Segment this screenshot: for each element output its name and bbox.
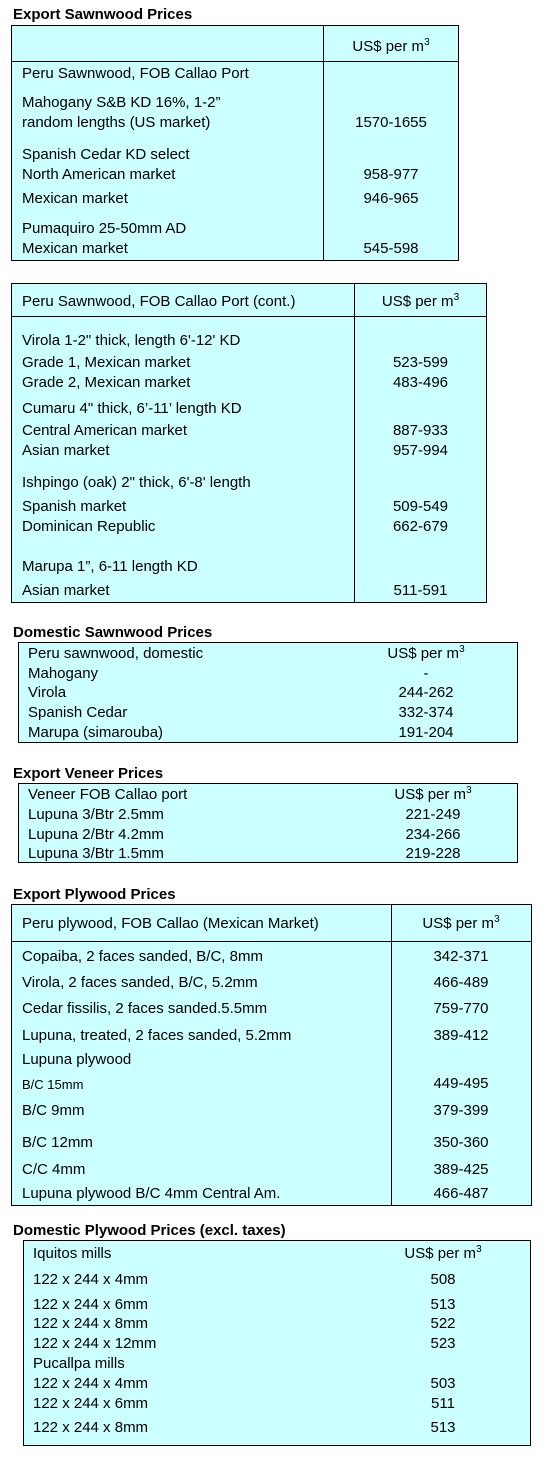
table-row-value: 887-933 <box>392 422 449 439</box>
table-header-label: Veneer FOB Callao port <box>28 786 188 803</box>
table-row-value: 219-228 <box>405 845 461 862</box>
table-row-value: 342-371 <box>433 948 489 965</box>
domestic-plywood-heading: Domestic Plywood Prices (excl. taxes) <box>13 1222 286 1239</box>
table-row-value: 466-489 <box>433 974 489 991</box>
table-row-value: 332-374 <box>398 704 454 721</box>
table-row-label: Ishpingo (oak) 2" thick, 6'-8' length <box>22 474 251 491</box>
table-row-value: 946-965 <box>363 190 419 207</box>
table-row-value: 513 <box>430 1419 456 1436</box>
table-row-label: Virola, 2 faces sanded, B/C, 5.2mm <box>22 974 258 991</box>
table-row-label: Mexican market <box>22 190 128 207</box>
unit-header: US$ per $m^3$ <box>387 644 465 662</box>
table-row-label: Cumaru 4" thick, 6’-11’ length KD <box>22 400 242 417</box>
table-header-label: Iquitos mills <box>33 1245 112 1262</box>
table-row-label: 122 x 244 x 8mm <box>33 1315 149 1332</box>
table-row-label: Spanish market <box>22 498 127 515</box>
table-row-label: Spanish Cedar <box>28 704 128 721</box>
table-row-value: 350-360 <box>433 1134 489 1151</box>
table-row-label: Virola <box>28 684 67 701</box>
table-row-value: 958-977 <box>363 166 419 183</box>
table-row-label: Peru Sawnwood, FOB Callao Port <box>22 65 249 82</box>
table-row-label: Dominican Republic <box>22 518 156 535</box>
table-row-label: Lupuna, treated, 2 faces sanded, 5.2mm <box>22 1027 292 1044</box>
table-row-label: random lengths (US market) <box>22 114 211 131</box>
table-row-value: - <box>423 665 429 682</box>
domestic-sawnwood-table <box>18 642 518 743</box>
table-header-label: Peru plywood, FOB Callao (Mexican Market) <box>22 915 319 932</box>
export-sawnwood-heading: Export Sawnwood Prices <box>13 6 193 23</box>
table-row-label: Marupa (simarouba) <box>28 724 164 741</box>
table-row-label: B/C 15mm <box>22 1077 84 1092</box>
table-row-label: Lupuna 3/Btr 1.5mm <box>28 845 164 862</box>
table-row-value: 545-598 <box>363 240 419 257</box>
table-row-label: Asian market <box>22 582 110 599</box>
table-row-label: Mexican market <box>22 240 128 257</box>
table-row-value: 234-266 <box>405 826 461 843</box>
table-row-label: Cedar fissilis, 2 faces sanded.5.5mm <box>22 1000 268 1017</box>
table-row-value: 509-549 <box>392 498 449 515</box>
table-row-label: North American market <box>22 166 176 183</box>
table-row-value: 957-994 <box>392 442 449 459</box>
table-row-label: Central American market <box>22 422 188 439</box>
table-row-label: B/C 12mm <box>22 1134 93 1151</box>
domestic-sawnwood-heading: Domestic Sawnwood Prices <box>13 624 213 641</box>
table-header-label: Peru sawnwood, domestic <box>28 645 204 662</box>
table-row-value: 466-487 <box>433 1185 489 1202</box>
table-row-value: 191-204 <box>398 724 454 741</box>
table-row-value: 511-591 <box>393 582 448 599</box>
table-row-label: Marupa 1”, 6-11 length KD <box>22 558 198 575</box>
unit-header: US$ per $m^3$ <box>404 1244 482 1262</box>
table-row-label: Spanish Cedar KD select <box>22 146 190 163</box>
table-row-value: 1570-1655 <box>355 114 427 131</box>
table-row-label: Asian market <box>22 442 110 459</box>
table-row-label: 122 x 244 x 4mm <box>33 1375 149 1392</box>
table-row-value: 379-399 <box>433 1102 489 1119</box>
table-row-value: 513 <box>430 1296 456 1313</box>
table-row-label: Pumaquiro 25-50mm AD <box>22 220 187 237</box>
unit-header: US$ per $m^3$ <box>352 37 430 55</box>
export-plywood-table <box>11 904 532 1206</box>
table-row-label: Copaiba, 2 faces sanded, B/C, 8mm <box>22 948 263 965</box>
table-row-label: Mahogany S&B KD 16%, 1-2” <box>22 94 221 111</box>
export-sawnwood-table <box>11 25 459 261</box>
table-row-value: 449-495 <box>433 1075 489 1092</box>
table-row-value: 662-679 <box>392 518 449 535</box>
table-row-label: Grade 2, Mexican market <box>22 374 191 391</box>
table-row-label: 122 x 244 x 8mm <box>33 1419 149 1436</box>
table-row-value: 221-249 <box>405 806 461 823</box>
table-row-label: 122 x 244 x 6mm <box>33 1296 149 1313</box>
domestic-plywood-table <box>23 1240 531 1446</box>
table-row-value: 503 <box>430 1375 456 1392</box>
export-plywood-heading: Export Plywood Prices <box>13 886 176 903</box>
table-row-value: 244-262 <box>398 684 454 701</box>
table-row-value: 523-599 <box>392 354 449 371</box>
table-row-value: 508 <box>430 1271 456 1288</box>
table-row-label: C/C 4mm <box>22 1161 86 1178</box>
table-row-label: 122 x 244 x 12mm <box>33 1335 157 1352</box>
table-row-value: 523 <box>430 1335 456 1352</box>
table-row-label: Lupuna 2/Btr 4.2mm <box>28 826 164 843</box>
table-row-value: 483-496 <box>392 374 449 391</box>
table-row-label: Lupuna 3/Btr 2.5mm <box>28 806 164 823</box>
table-row-label: Pucallpa mills <box>33 1355 125 1372</box>
table-row-value: 759-770 <box>433 1000 489 1017</box>
export-veneer-table <box>18 783 518 863</box>
table-row-label: B/C 9mm <box>22 1102 85 1119</box>
table-row-label: Grade 1, Mexican market <box>22 354 191 371</box>
unit-header: US$ per $m^3$ <box>422 914 500 932</box>
unit-header: US$ per $m^3$ <box>381 292 460 310</box>
unit-header: US$ per $m^3$ <box>394 785 472 803</box>
table-row-value: 389-412 <box>433 1027 489 1044</box>
table-row-label: Lupuna plywood B/C 4mm Central Am. <box>22 1185 281 1202</box>
table-row-label: Mahogany <box>28 665 99 682</box>
export-sawnwood-cont-table <box>11 283 487 603</box>
table-row-value: 522 <box>430 1315 456 1332</box>
table-row-label: 122 x 244 x 4mm <box>33 1271 149 1288</box>
table-row-label: Lupuna plywood <box>22 1051 132 1068</box>
export-veneer-heading: Export Veneer Prices <box>13 765 164 782</box>
table-header-label: Peru Sawnwood, FOB Callao Port (cont.) <box>22 293 296 310</box>
table-row-value: 389-425 <box>433 1161 489 1178</box>
table-row-value: 511 <box>431 1395 455 1412</box>
table-row-label: Virola 1-2" thick, length 6'-12' KD <box>22 332 241 349</box>
table-row-label: 122 x 244 x 6mm <box>33 1395 149 1412</box>
